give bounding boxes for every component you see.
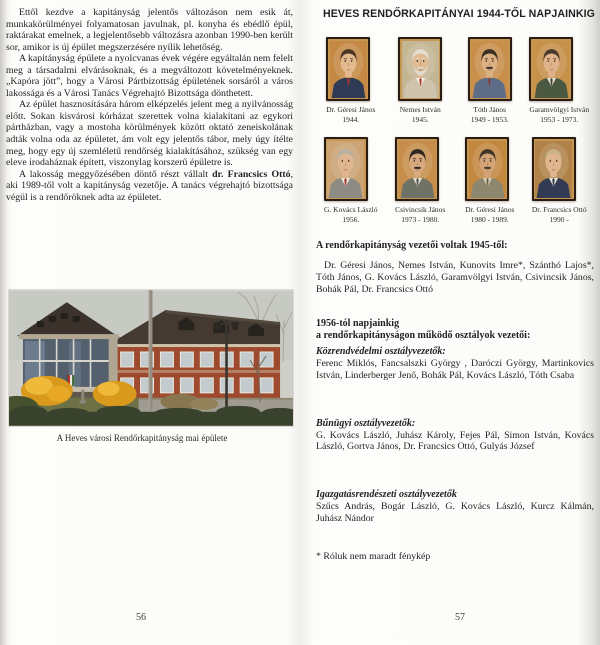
portrait-frame [398,37,442,101]
portrait-frame [395,137,439,201]
paragraph-4-text: A lakosság meggyőzésében döntő részt vállalt [19,168,213,180]
portrait-caption [395,205,445,224]
portrait-row-1 [316,37,594,124]
portrait-years: 1945. [411,114,429,124]
portrait-painting [471,41,508,98]
portrait-name: Dr. Géresi János [465,205,515,214]
paragraph-2: A kapitányság épülete a nyolcvanas évek végére egyáltalán nem felelt meg a társadalmi elvárásoknak, és a megváltozott követelményeknek. „Kapóra jött”, hogy a Városi Pártbizottság épületének sorsáról a város lakossága és a Városi Tanács Végrehajtó Bizottsága dönthetett. [6,53,293,99]
page-number-right: 57 [455,612,465,623]
portrait-name: Dr. Géresi János [326,105,376,114]
portrait-name: Tóth János [473,105,507,114]
page-number-left: 56 [136,612,146,623]
portrait-years: 1973 - 1980. [401,214,440,224]
building-photo [9,290,293,426]
portrait [468,37,512,124]
portrait-row-2 [316,137,594,224]
portrait-caption [529,105,589,124]
portrait [398,37,442,124]
portrait [324,137,378,224]
portrait-frame [468,37,512,101]
paragraph-4-bold-name: dr. Francsics Ottó [212,168,291,180]
portrait-painting [330,41,367,98]
portrait-painting [399,141,436,198]
portrait-frame [532,137,576,201]
heading-1956-line2: a rendőrkapitányságon működő osztályok vezetői: [316,330,531,342]
portrait [395,137,445,224]
portrait-frame [465,137,509,201]
building-photo-illustration [9,290,293,426]
paragraph-4-text-end: , aki 1989-től volt a kapitányság vezetője. A tanács végrehajtó bizottsága végül is a rendőröknek adta az épületet. [6,168,293,203]
page-title: HEVES RENDŐRKAPITÁNYAI 1944-TŐL NAPJAINKIG [322,8,596,20]
leaders-1945-names: Dr. Géresi János, Nemes István, Kunovits Imre*, Szánthó Lajos*, Tóth János, G. Kovács László, Garamvölgyi István, Csivincsik János, Bohák Pál, Dr. Francsics Ottó [316,260,594,295]
portrait-caption [398,105,442,124]
section-heading-igazgatasrendeszeti: Igazgatásrendészeti osztályvezetők [316,489,457,501]
section-names-kozrendvedelmi: Ferenc Miklós, Fancsalszki György , Daróczi György, Martinkovics István, Linderberger Jenő, Bohák Pál, Kovács László, Tóth Csaba [316,357,594,381]
portrait-caption [326,105,375,124]
section-names-bunugyi: G. Kovács László, Juhász Károly, Fejes Pál, Simon István, Kovács László, Gortva János, Dr. Francsics Ottó, Gulyás József [316,429,594,453]
section-heading-bunugyi: Bűnügyi osztályvezetők: [316,417,416,429]
photo-caption: A Heves városi Rendőrkapitányság mai épülete [56,433,228,443]
portrait-name: G. Kovács László [323,205,378,214]
portrait-painting [402,41,439,98]
portrait [326,37,375,124]
portrait-frame [326,37,370,101]
portrait-caption [465,205,514,224]
portrait-painting [327,141,364,198]
portrait-caption [324,205,378,224]
portrait-years: 1944. [342,114,360,124]
body-text [6,7,293,275]
section-heading-kozrendvedelmi: Közrendvédelmi osztályvezetők: [316,345,446,357]
portrait-caption [468,105,512,124]
right-page [300,0,600,645]
portrait-painting [535,141,572,198]
portrait-years: 1990 - [549,214,569,224]
portrait [465,137,514,224]
portrait-frame [529,37,573,101]
section-names-igazgatasrendeszeti: Szűcs András, Bogár László, G. Kovács László, Kurcz Kálmán, Juhász Nándor [316,501,594,524]
footnote: * Róluk nem maradt fénykép [316,550,431,562]
paragraph-3: Az épület hasznosítására három elképzelés jelent meg a nyilvánosság előtt. Sokan kisvárosi kórházat szerettek volna kialakítani az egykori pártházban, vagy a mostoha körülmények között oktató zeneiskolának adták volna oda az épületet, ám volt egy jelentős tábor, mely úgy ítélte meg, hogy egy új szemléletű rendőrség kialakításához, szükség van egy eleve irodaháznak épített, viszonylag korszerű épületre is. [6,99,293,169]
portrait-years: 1980 - 1989. [470,214,509,224]
paragraph-4 [6,169,293,204]
paragraph-1: Ettől kezdve a kapitányság jelentős változáson nem esik át, munkakörülményei folyamatosan javulnak, pl. konyha és ebédlő épül, raktárakat emelnek, a legjelentősebb változásra azonban 1990-ben került sor, amikor is új épület megszerzésére nyílik lehetőség. [6,7,293,53]
leaders-1945-heading: A rendőrkapitányság vezetői voltak 1945-től: [316,240,508,251]
portrait-years: 1956. [342,214,360,224]
heading-1956-line1: 1956-tól napjainkig [316,318,400,330]
portrait-years: 1949 - 1953. [470,114,509,124]
portrait-name: Dr. Francsics Ottó [531,205,587,214]
portrait-frame [324,137,368,201]
portrait-name: Garamvölgyi István [529,105,590,114]
portrait [529,37,589,124]
portrait-painting [533,41,570,98]
portrait-caption [532,205,587,224]
portrait-name: Nemes István [399,105,441,114]
portrait-name: Csivincsik János [395,205,446,214]
portrait [532,137,587,224]
portrait-years: 1953 - 1973. [540,114,579,124]
portrait-painting [469,141,506,198]
heading-1956 [316,318,594,342]
